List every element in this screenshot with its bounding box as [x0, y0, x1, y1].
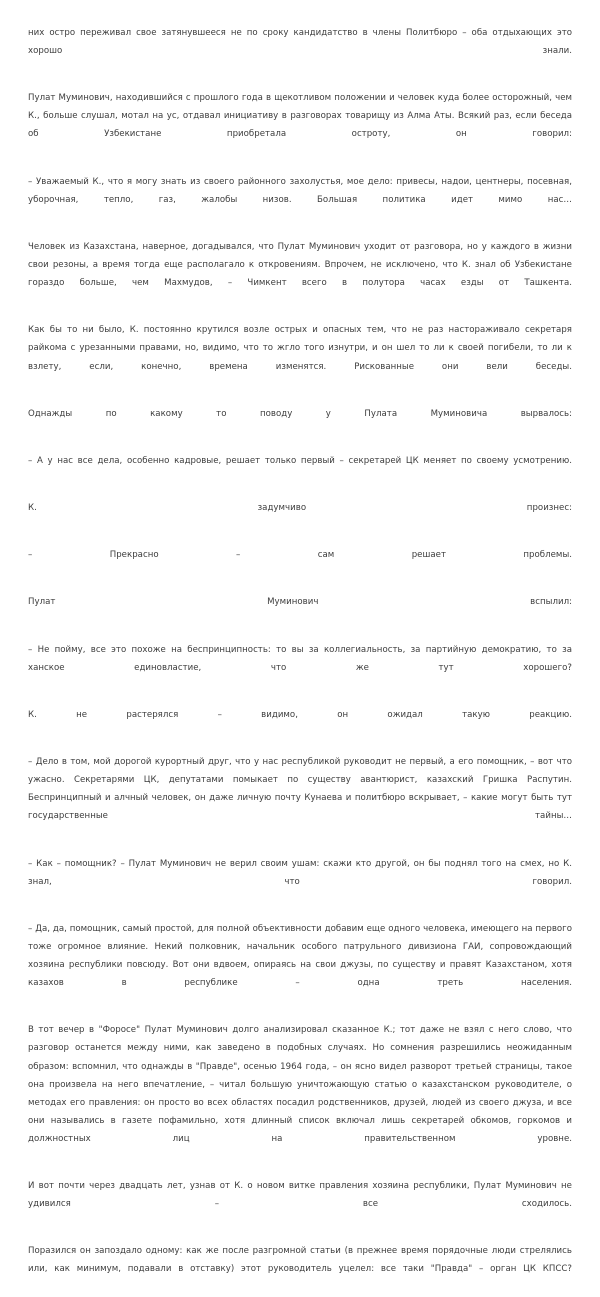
paragraph: Пулат Муминович, находившийся с прошлого года в щекотливом положении и человек куда более осторожный, чем К., больше слушал, мотал на ус, отдавал инициативу в разговорах товарищу из Алма Аты. Всякий раз, если беседа об Узбекистане приобретала остроту, он говорил:	[28, 93, 572, 140]
paragraph: К. не растерялся – видимо, он ожидал такую реакцию.	[28, 709, 572, 720]
paragraph: – Дело в том, мой дорогой курортный друг, что у нас республикой руководит не первый, а его помощник, – вот что ужасно. Секретарями ЦК, депутатами помыкает по существу авантюрист, казахский Гришка Распутин. Беспринципный и алчный человек, он даже личную почту Кунаева и политбюро вскрывает, – какие могут быть тут государственные тайны…	[28, 757, 572, 822]
paragraph: Как бы то ни было, К. постоянно крутился возле острых и опасных тем, что не раз настораживало секретаря райкома с урезанными правами, но, видимо, что то жгло того изнутри, и он шел то ли к своей погибели, то ли к взлету, если, конечно, времена изменятся. Рискованные они вели беседы.	[28, 325, 572, 372]
paragraph: – Как – помощник? – Пулат Муминович не верил своим ушам: скажи кто другой, он бы поднял того на смех, но К. знал, что говорил.	[28, 858, 572, 887]
paragraph: И вот почти через двадцать лет, узнав от К. о новом витке правления хозяина республики, Пулат Муминович не удивился – все сходилось.	[28, 1181, 572, 1210]
paragraph: них остро переживал свое затянувшееся не по сроку кандидатство в члены Политбюро – оба отдыхающих это хорошо знали.	[28, 28, 572, 57]
document-text-body	[28, 24, 572, 1297]
paragraph: Пулат Муминович вспылил:	[28, 597, 572, 608]
paragraph: В тот вечер в "Форосе" Пулат Муминович долго анализировал сказанное К.; тот даже не взял с него слово, что разговор останется между ними, как заведено в подобных случаях. Но сомнения разрешились неожиданным образом: вспомнил, что однажды в "Правде", осенью 1964 года, – он ясно видел разворот третьей страницы, такое она произвела на него впечатление, – читал большую уничтожающую статью о казахстанском руководителе, о методах его правления: он просто во всех областях посадил родственников, друзей, людей из своего джуза, и все они назывались в газете пофамильно, хотя длинный список включал лишь секретарей обкомов, горкомов и должностных лиц на правительственном уровне.	[28, 1025, 572, 1144]
paragraph: – А у нас все дела, особенно кадровые, решает только первый – секретарей ЦК меняет по своему усмотрению.	[28, 455, 572, 466]
paragraph: К. задумчиво произнес:	[28, 503, 572, 514]
paragraph: – Уважаемый К., что я могу знать из своего районного захолустья, мое дело: привесы, надои, центнеры, посевная, уборочная, тепло, газ, жалобы низов. Большая политика идет мимо нас…	[28, 176, 572, 205]
paragraph: – Не пойму, все это похоже на беспринципность: то вы за коллегиальность, за партийную демократию, то за ханское единовластие, что же тут хорошего?	[28, 644, 572, 673]
paragraph: Поразился он запоздало одному: как же после разгромной статьи (в прежнее время порядочные люди стрелялись или, как минимум, подавали в отставку) этот руководитель уцелел: все таки "Правда" – орган ЦК КПСС?	[28, 1246, 572, 1275]
paragraph: Человек из Казахстана, наверное, догадывался, что Пулат Муминович уходит от разговора, но у каждого в жизни свои резоны, а время тогда еще располагало к откровениям. Впрочем, не исключено, что К. знал об Узбекистане гораздо больше, чем Махмудов, – Чимкент всего в полутора часах езды от Ташкента.	[28, 241, 572, 289]
paragraph: – Прекрасно – сам решает проблемы.	[28, 550, 572, 561]
paragraph: Однажды по какому то поводу у Пулата Муминовича вырвалось:	[28, 408, 572, 419]
paragraph: – Да, да, помощник, самый простой, для полной объективности добавим еще одного человека, имеющего на первого тоже огромное влияние. Некий полковник, начальник особого патрульного дивизиона ГАИ, сопровождающий хозяина республики повсюду. Вот они вдвоем, опираясь на свои джузы, по существу и правят Казахстаном, хотя казахов в республике – одна треть населения.	[28, 923, 572, 989]
